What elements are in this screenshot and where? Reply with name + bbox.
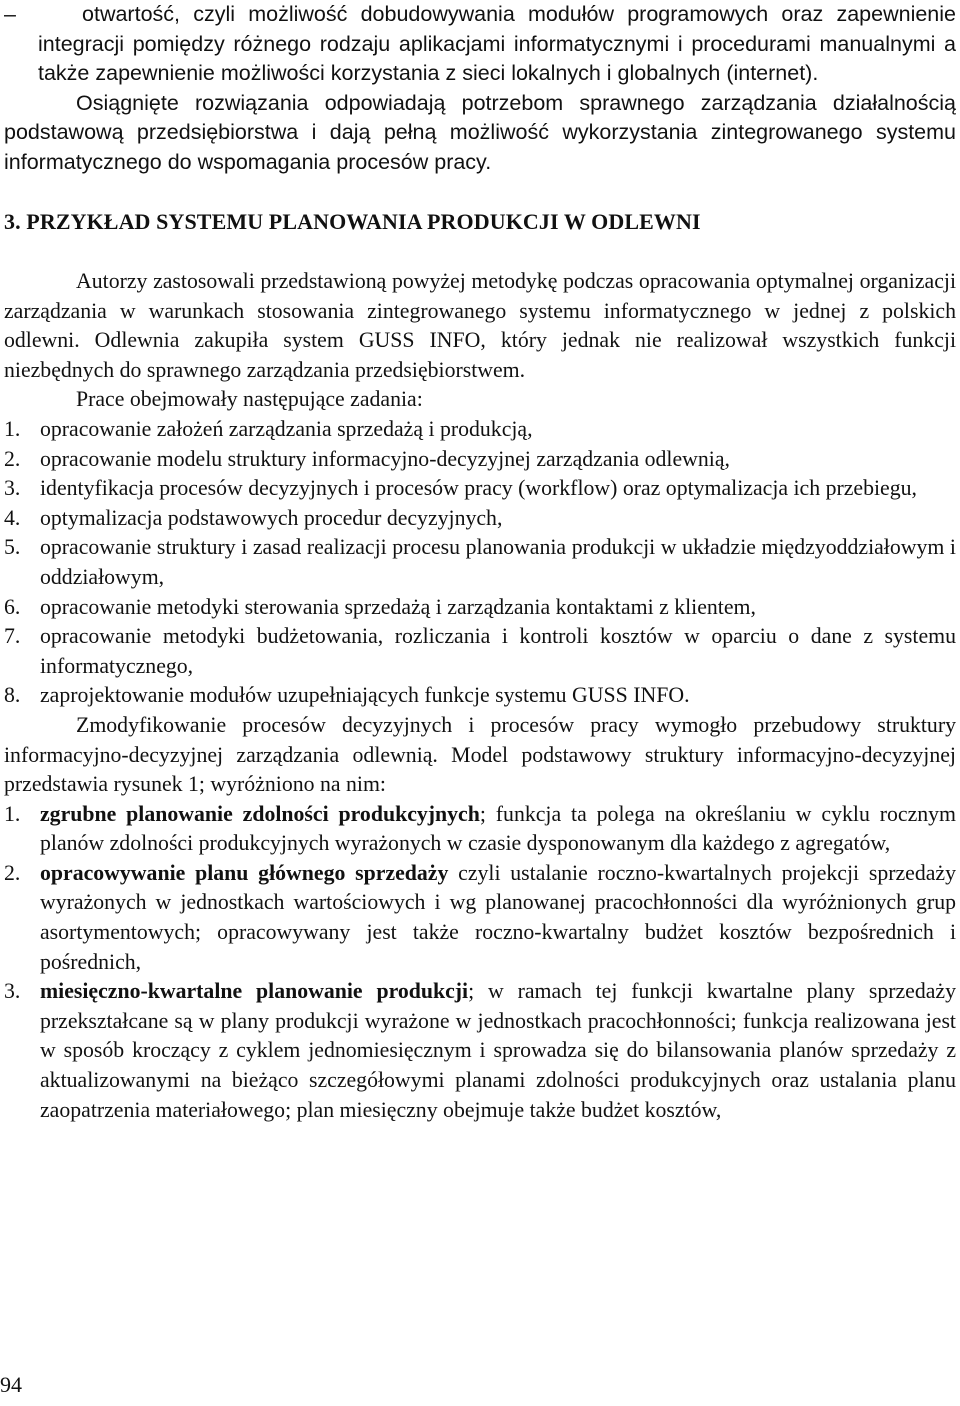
item-term: zgrubne planowanie zdolności produkcyjnych [40,801,480,826]
item-number: 3. [4,979,21,1004]
continuation-item [4,0,956,89]
list-item [4,474,956,504]
item-term: opracowywanie planu głównego sprzedaży [40,860,449,885]
list-item [4,859,956,977]
bullet-text: otwartość, czyli możliwość dobudowywania modułów programowych oraz zapewnienie integracji pomiędzy różnego rodzaju aplikacjami informatycznymi i procedurami manualnymi a także zapewnienie możliwości korzystania z sieci lokalnych i globalnych (internet). [38,2,956,85]
item-number: 1. [4,801,21,826]
list-item [4,533,956,592]
list-item [4,977,956,1125]
item-text: ; w ramach tej funkcji kwartalne plany sprzedaży przekształcane są w plany produkcji wyrażone w jednostkach pracochłonności; funkcja realizowana jest w sposób kroczący z cyklem jednomiesięcznym i sprowadza się do bilansowania planów sprzedaży z aktualizowanymi na bieżąco szczegółowymi planami zdolności produkcyjnych oraz ustalania planu zaopatrzenia materiałowego; plan miesięczny obejmuje także budżet kosztów, [40,979,956,1122]
list-item [4,622,956,681]
list-item [4,504,956,534]
item-text: zaprojektowanie modułów uzupełniających funkcje systemu GUSS INFO. [40,683,690,708]
item-number: 4. [4,505,21,530]
list-item [4,593,956,623]
functions-list [4,800,956,1126]
item-text: opracowanie metodyki sterowania sprzedażą i zarządzania kontaktami z klientem, [40,594,756,619]
item-term: miesięczno-kwartalne planowanie produkcji [40,979,469,1004]
item-number: 2. [4,446,21,471]
list-item [4,445,956,475]
item-number: 8. [4,683,21,708]
tasks-intro: Prace obejmowały następujące zadania: [76,387,423,412]
dash-marker: – [4,2,16,26]
item-number: 2. [4,860,21,885]
item-text: opracowanie założeń zarządzania sprzedażą i produkcją, [40,416,533,441]
item-number: 1. [4,416,21,441]
page-number: 94 [0,1372,22,1397]
item-number: 6. [4,594,21,619]
item-text: opracowanie metodyki budżetowania, rozliczania i kontroli kosztów w oparciu o dane z systemu informatycznego, [40,624,956,678]
tasks-list [4,415,956,711]
item-text: czyli ustalanie roczno-kwartalnych projekcji sprzedaży wyrażonych w jednostkach wartościowych i wg planowanej pracochłonności dla wyróżnionych grup asortymentowych; opracowywany jest także roczno-kwartalny budżet kosztów bezpośrednich i pośrednich, [40,860,956,974]
item-text: optymalizacja podstawowych procedur decyzyjnych, [40,505,503,530]
model-paragraph: Zmodyfikowanie procesów decyzyjnych i procesów pracy wymogło przebudowy struktury informacyjno-decyzyjnej zarządzania odlewnią. Model podstawowy struktury informacyjno-decyzyjnej przedstawia rysunek 1; wyróżniono na nim: [4,712,956,797]
bullet-paragraph [4,0,956,89]
item-text: ; funkcja ta polega na określaniu w cyklu rocznym planów zdolności produkcyjnych wyrażonych w czasie dysponowanym dla każdego z agregatów, [40,801,957,856]
item-number: 7. [4,624,21,649]
intro-paragraph: Autorzy zastosowali przedstawioną powyżej metodykę podczas opracowania optymalnej organizacji zarządzania w warunkach stosowania zintegrowanego systemu informatycznego w jednej z polskich odlewni. Odlewnia zakupiła system GUSS INFO, który jednak nie realizował wszystkich funkcji niezbędnych do sprawnego zarządzania przedsiębiorstwem. [4,269,956,382]
item-text: opracowanie struktury i zasad realizacji procesu planowania produkcji w układzie międzyoddziałowym i oddziałowym, [40,535,956,589]
summary-paragraph: Osiągnięte rozwiązania odpowiadają potrzebom sprawnego zarządzania działalnością podstawową przedsiębiorstwa i dają pełną możliwość wykorzystania zintegrowanego systemu informatycznego do wspomagania procesów pracy. [4,90,956,174]
section-heading: 3. PRZYKŁAD SYSTEMU PLANOWANIA PRODUKCJI W ODLEWNI [4,209,701,234]
list-item [4,415,956,445]
item-text: opracowanie modelu struktury informacyjno-decyzyjnej zarządzania odlewnią, [40,446,730,471]
item-number: 3. [4,476,21,501]
list-item [4,800,956,859]
item-number: 5. [4,535,21,560]
item-text: identyfikacja procesów decyzyjnych i procesów pracy (workflow) oraz optymalizacja ich przebiegu, [40,476,917,501]
list-item [4,681,956,711]
